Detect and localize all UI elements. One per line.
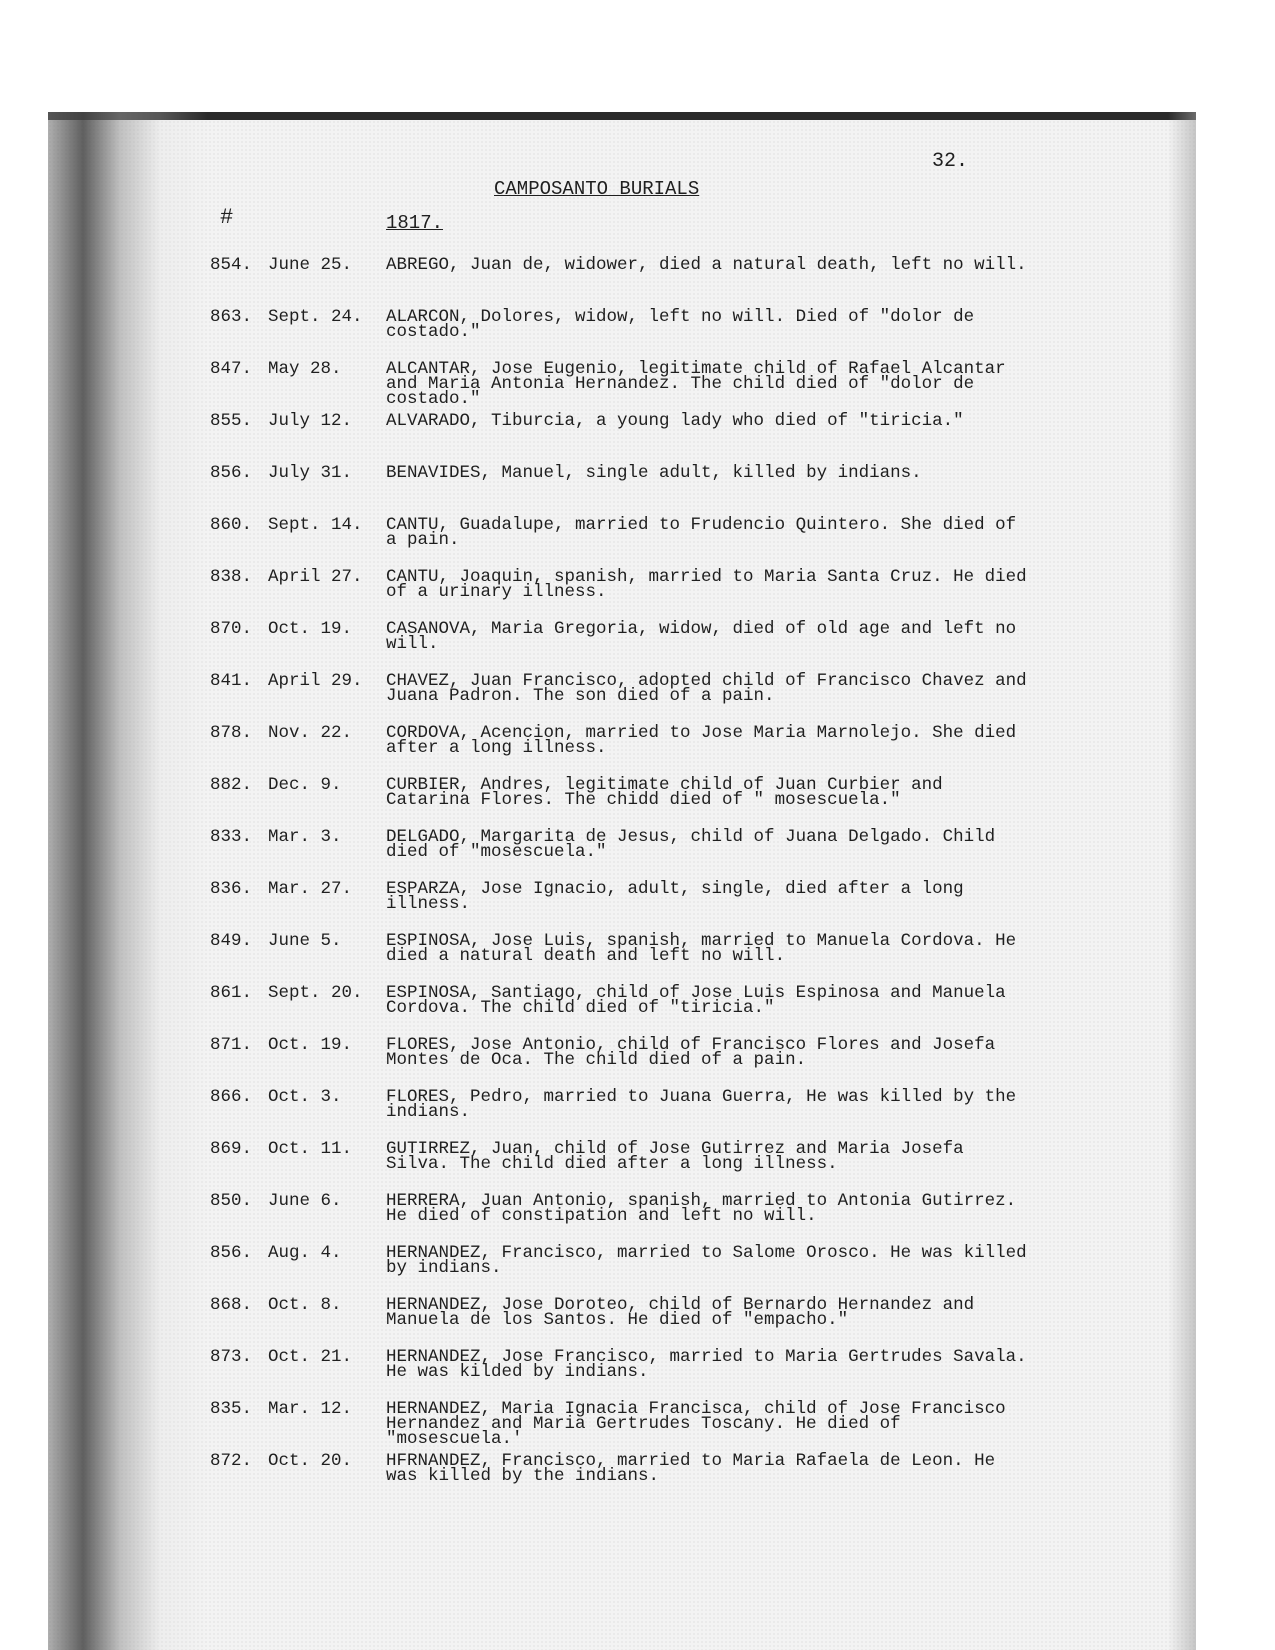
entry-number: 835. bbox=[210, 1399, 253, 1419]
entry-number: 854. bbox=[210, 255, 253, 275]
entry-number: 833. bbox=[210, 827, 253, 847]
entry-date: June 5. bbox=[268, 931, 342, 951]
entry-date: Mar. 3. bbox=[268, 827, 342, 847]
entry-date: Oct. 3. bbox=[268, 1087, 342, 1107]
burial-entry bbox=[210, 307, 1040, 362]
page-right-edge bbox=[1168, 112, 1196, 1650]
entry-text: CANTU, Joaquin, spanish, married to Maria Santa Cruz. He died of a urinary illness. bbox=[386, 567, 1027, 602]
burial-entry bbox=[210, 723, 1040, 778]
burial-entries-list bbox=[210, 255, 1040, 1506]
entry-date: Oct. 21. bbox=[268, 1347, 353, 1367]
burial-entry bbox=[210, 1087, 1040, 1142]
entry-text: ALCANTAR, Jose Eugenio, legitimate child of Rafael Alcantar and Maria Antonia Hernandez. The child died of "dolor de costado." bbox=[386, 359, 1006, 409]
entry-number: 870. bbox=[210, 619, 253, 639]
burial-entry bbox=[210, 567, 1040, 622]
burial-entry bbox=[210, 411, 1040, 466]
year-heading: 1817. bbox=[386, 212, 444, 234]
entry-number: 861. bbox=[210, 983, 253, 1003]
entry-number: 847. bbox=[210, 359, 253, 379]
entry-text: CURBIER, Andres, legitimate child of Juan Curbier and Catarina Flores. The chidd died of " mosescuela." bbox=[386, 775, 943, 810]
entry-number: 866. bbox=[210, 1087, 253, 1107]
entry-date: Aug. 4. bbox=[268, 1243, 342, 1263]
entry-number: 856. bbox=[210, 1243, 253, 1263]
entry-date: Sept. 20. bbox=[268, 983, 363, 1003]
entry-date: April 29. bbox=[268, 671, 363, 691]
entry-number: 872. bbox=[210, 1451, 253, 1471]
burial-entry bbox=[210, 255, 1040, 310]
entry-number: 855. bbox=[210, 411, 253, 431]
entry-date: July 31. bbox=[268, 463, 353, 483]
entry-number: 871. bbox=[210, 1035, 253, 1055]
entry-date: June 6. bbox=[268, 1191, 342, 1211]
burial-entry bbox=[210, 1139, 1040, 1194]
page-number: 32. bbox=[932, 150, 969, 173]
burial-entry bbox=[210, 1399, 1040, 1454]
entry-number: 882. bbox=[210, 775, 253, 795]
entry-text: ALARCON, Dolores, widow, left no will. Died of "dolor de costado." bbox=[386, 307, 975, 342]
entry-text: HERRERA, Juan Antonio, spanish, married to Antonia Gutirrez. He died of constipation and left no will. bbox=[386, 1191, 1017, 1226]
entry-text: CHAVEZ, Juan Francisco, adopted child of Francisco Chavez and Juana Padron. The son died of a pain. bbox=[386, 671, 1027, 706]
entry-text: BENAVIDES, Manuel, single adult, killed by indians. bbox=[386, 463, 922, 483]
entry-number: 838. bbox=[210, 567, 253, 587]
burial-entry bbox=[210, 775, 1040, 830]
burial-entry bbox=[210, 827, 1040, 882]
entry-date: Dec. 9. bbox=[268, 775, 342, 795]
entry-text: DELGADO, Margarita de Jesus, child of Juana Delgado. Child died of "mosescuela." bbox=[386, 827, 996, 862]
entry-number: 868. bbox=[210, 1295, 253, 1315]
burial-entry bbox=[210, 931, 1040, 986]
entry-date: Oct. 19. bbox=[268, 1035, 353, 1055]
entry-date: Sept. 14. bbox=[268, 515, 363, 535]
entry-number: 849. bbox=[210, 931, 253, 951]
entry-text: HERNANDEZ, Maria Ignacia Francisca, child of Jose Francisco Hernandez and Maria Gertrudes Toscany. He died of "mosescuela.' bbox=[386, 1399, 1006, 1449]
entry-date: Mar. 12. bbox=[268, 1399, 353, 1419]
entry-number: 860. bbox=[210, 515, 253, 535]
entry-text: HFRNANDEZ, Francisco, married to Maria Rafaela de Leon. He was killed by the indians. bbox=[386, 1451, 996, 1486]
entry-text: FLORES, Jose Antonio, child of Francisco Flores and Josefa Montes de Oca. The child died of a pain. bbox=[386, 1035, 996, 1070]
burial-entry bbox=[210, 1191, 1040, 1246]
entry-text: ESPARZA, Jose Ignacio, adult, single, died after a long illness. bbox=[386, 879, 964, 914]
entry-number: 873. bbox=[210, 1347, 253, 1367]
page-title: CAMPOSANTO BURIALS bbox=[494, 178, 700, 200]
burial-entry bbox=[210, 1035, 1040, 1090]
burial-entry bbox=[210, 515, 1040, 570]
entry-text: HERNANDEZ, Jose Doroteo, child of Bernardo Hernandez and Manuela de los Santos. He died of "empacho." bbox=[386, 1295, 975, 1330]
burial-entry bbox=[210, 359, 1040, 414]
entry-date: June 25. bbox=[268, 255, 353, 275]
burial-entry bbox=[210, 1243, 1040, 1298]
entry-number: 841. bbox=[210, 671, 253, 691]
entry-text: CASANOVA, Maria Gregoria, widow, died of old age and left no will. bbox=[386, 619, 1017, 654]
entry-text: ESPINOSA, Jose Luis, spanish, married to Manuela Cordova. He died a natural death and left no will. bbox=[386, 931, 1017, 966]
entry-date: July 12. bbox=[268, 411, 353, 431]
entry-text: CORDOVA, Acencion, married to Jose Maria Marnolejo. She died after a long illness. bbox=[386, 723, 1017, 758]
entry-date: Oct. 19. bbox=[268, 619, 353, 639]
burial-entry bbox=[210, 1451, 1040, 1506]
entry-text: GUTIRREZ, Juan, child of Jose Gutirrez and Maria Josefa Silva. The child died after a long illness. bbox=[386, 1139, 964, 1174]
entry-number: 836. bbox=[210, 879, 253, 899]
entry-text: HERNANDEZ, Francisco, married to Salome Orosco. He was killed by indians. bbox=[386, 1243, 1027, 1278]
entry-date: Sept. 24. bbox=[268, 307, 363, 327]
entry-text: HERNANDEZ, Jose Francisco, married to Maria Gertrudes Savala. He was kilded by indians. bbox=[386, 1347, 1027, 1382]
burial-entry bbox=[210, 463, 1040, 518]
burial-entry bbox=[210, 1295, 1040, 1350]
entry-number: 856. bbox=[210, 463, 253, 483]
entry-text: CANTU, Guadalupe, married to Frudencio Quintero. She died of a pain. bbox=[386, 515, 1017, 550]
entry-number: 869. bbox=[210, 1139, 253, 1159]
entry-date: Mar. 27. bbox=[268, 879, 353, 899]
entry-text: FLORES, Pedro, married to Juana Guerra, He was killed by the indians. bbox=[386, 1087, 1017, 1122]
entry-text: ABREGO, Juan de, widower, died a natural death, left no will. bbox=[386, 255, 1027, 275]
entry-text: ALVARADO, Tiburcia, a young lady who died of "tiricia." bbox=[386, 411, 964, 431]
burial-entry bbox=[210, 671, 1040, 726]
entry-date: Nov. 22. bbox=[268, 723, 353, 743]
burial-entry bbox=[210, 879, 1040, 934]
entry-date: Oct. 11. bbox=[268, 1139, 353, 1159]
entry-date: Oct. 20. bbox=[268, 1451, 353, 1471]
entry-number-column-header: # bbox=[220, 205, 234, 230]
entry-text: ESPINOSA, Santiago, child of Jose Luis Espinosa and Manuela Cordova. The child died of "tiricia." bbox=[386, 983, 1006, 1018]
entry-number: 878. bbox=[210, 723, 253, 743]
entry-date: May 28. bbox=[268, 359, 342, 379]
burial-entry bbox=[210, 619, 1040, 674]
binding-shadow bbox=[48, 112, 208, 1650]
entry-date: April 27. bbox=[268, 567, 363, 587]
entry-number: 850. bbox=[210, 1191, 253, 1211]
burial-entry bbox=[210, 1347, 1040, 1402]
page-top-edge bbox=[48, 112, 1196, 120]
entry-date: Oct. 8. bbox=[268, 1295, 342, 1315]
burial-entry bbox=[210, 983, 1040, 1038]
entry-number: 863. bbox=[210, 307, 253, 327]
